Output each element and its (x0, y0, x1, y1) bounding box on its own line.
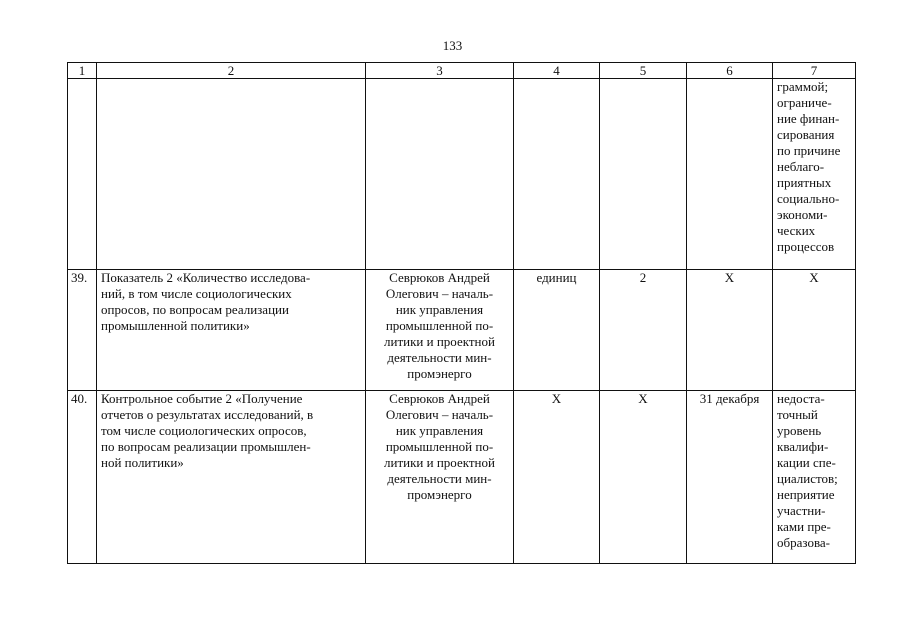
row-unit (514, 79, 600, 270)
row-name: Контрольное событие 2 «Получение отчетов о результатах исследований, в том числе социологических опросов, по вопросам реализации промышлен- ной политики» (97, 391, 366, 564)
row-risks: недоста- точный уровень квалифи- кации спе- циалистов; неприятие участни- ками пре- образова- (773, 391, 856, 564)
row-date (687, 79, 773, 270)
row-value: 2 (600, 270, 687, 391)
row-risks: граммой; ограниче- ние финан- сирования по причине неблаго- приятных социально- экономи- ческих процессов (773, 79, 856, 270)
column-header: 1 (68, 63, 97, 79)
column-header: 2 (97, 63, 366, 79)
row-name: Показатель 2 «Количество исследова- ний, в том числе социологических опросов, по вопросам реализации промышленной политики» (97, 270, 366, 391)
page-number: 133 (442, 38, 463, 53)
column-header: 3 (366, 63, 514, 79)
column-header: 7 (773, 63, 856, 79)
row-unit: Х (514, 391, 600, 564)
column-header: 5 (600, 63, 687, 79)
row-unit: единиц (514, 270, 600, 391)
table-header-row (68, 63, 856, 79)
row-value (600, 79, 687, 270)
program-table (67, 62, 856, 564)
row-date: Х (687, 270, 773, 391)
row-risks: Х (773, 270, 856, 391)
column-header: 6 (687, 63, 773, 79)
table-row (68, 391, 856, 564)
row-responsible (366, 79, 514, 270)
row-number: 40. (68, 391, 97, 564)
row-value: Х (600, 391, 687, 564)
row-number (68, 79, 97, 270)
row-name (97, 79, 366, 270)
row-responsible: Севрюков Андрей Олегович – началь- ник управления промышленной по- литики и проектной деятельности мин- промэнерго (366, 270, 514, 391)
table-row (68, 79, 856, 270)
row-date: 31 декабря (687, 391, 773, 564)
column-header: 4 (514, 63, 600, 79)
table-row (68, 270, 856, 391)
row-number: 39. (68, 270, 97, 391)
row-responsible: Севрюков Андрей Олегович – началь- ник управления промышленной по- литики и проектной деятельности мин- промэнерго (366, 391, 514, 564)
